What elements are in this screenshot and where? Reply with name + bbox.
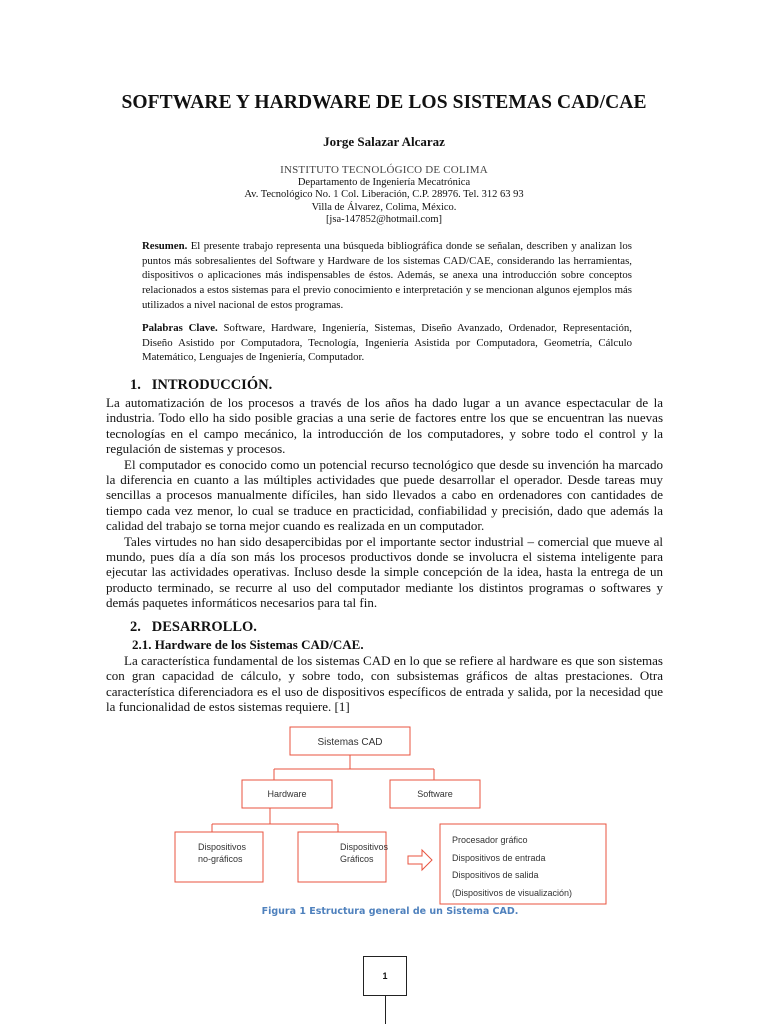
figure-caption: Figura 1 Estructura general de un Sistema CAD. <box>261 906 519 917</box>
section-heading-desarrollo: 2. DESARROLLO. <box>130 619 257 635</box>
paper-title: SOFTWARE Y HARDWARE DE LOS SISTEMAS CAD/CAE <box>121 92 647 113</box>
abstract-text: El presente trabajo representa una búsqueda bibliográfica donde se señalan, describen y analizan los puntos más sobresalientes del Software y Hardware de los sistemas CAD/CAE, considerando las herramientas, dispositivos o aplicaciones más indispensables de éstos. Además, se anexa una introducción sobre conceptos relacionados a estos sistemas para el previo conocimiento e interpretación y se mencionan algunos ejemplos más utilizados a nivel nacional de estos programas. <box>142 240 633 311</box>
intro-paragraph-2: El computador es conocido como un potencial recurso tecnológico que desde su invención ha marcado la diferencia en cuanto a las múltiples actividades que puede desarrollar el operador. Desde tareas muy sencillas a procesos manualmente difíciles, han sido llevados a cabo en ordenadores con cantidades de tiempo cada vez menor, lo cual se traduce en practicidad, confiabilidad y precisión, dado que además la calidad del trabajo se torna mejor cuando es realizada en un computador. <box>106 456 663 534</box>
author-email: [jsa-147852@hotmail.com] <box>325 214 443 226</box>
intro-paragraph-1: La automatización de los procesos a través de los años ha dado lugar a un avance espectacular de la industria. Todo ello ha sido posible gracias a una serie de factores entre los que se encuentran las nuevas tecnologías en el campo mecánico, la introducción de los computadores, y sobre todo el control y la regulación de sistemas y procesos. <box>106 395 663 457</box>
page-number: 1 <box>382 971 388 981</box>
subsection-heading-hardware: 2.1. Hardware de los Sistemas CAD/CAE. <box>132 637 364 652</box>
cad-structure-diagram <box>170 722 610 912</box>
abstract-paragraph <box>142 239 632 313</box>
desarrollo-paragraph-1: La característica fundamental de los sistemas CAD en lo que se refiere al hardware es que son sistemas con gran capacidad de cálculo, y sobre todo, con subsistemas gráficos de altas prestaciones. Otra característica diferenciadora es el uso de dispositivos específicos de entrada y salida, por la necesidad que la funcionalidad de estos sistemas requiere. [1] <box>106 653 663 715</box>
list-item-processor: Procesador gráfico <box>452 835 528 845</box>
graphic-label-1: Dispositivos <box>340 842 389 852</box>
list-item-input: Dispositivos de entrada <box>452 853 546 863</box>
introduction-body <box>106 395 663 611</box>
keywords-paragraph <box>142 321 632 365</box>
keywords-text: Software, Hardware, Ingeniería, Sistemas, Diseño Avanzado, Ordenador, Representación, Diseño Asistido por Computadora, Tecnología, Ingeniería Asistida por Computadora, Geometría, Cálculo Matemático, Lenguajes de Ingeniería, Computador. <box>142 322 632 364</box>
arrow-right-icon <box>408 850 432 870</box>
list-item-display: (Dispositivos de visualización) <box>452 888 573 898</box>
graphic-label-2: Gráficos <box>340 854 374 864</box>
software-label: Software <box>417 789 453 799</box>
institute-city: Villa de Álvarez, Colima, México. <box>311 201 457 213</box>
abstract-label: Resumen. <box>142 240 188 252</box>
page-number-line <box>385 996 386 1024</box>
list-item-output: Dispositivos de salida <box>452 870 539 880</box>
root-label: Sistemas CAD <box>317 737 383 748</box>
nongraphic-label-1: Dispositivos <box>198 842 247 852</box>
intro-paragraph-3: Tales virtudes no han sido desapercibidas por el importante sector industrial – comercial que mueve al mundo, pues día a día son más los procesos productivos donde se involucra el sistema inteligente para ejecutar las actividades operativas. Incluso desde la simple concepción de la idea, hasta la entrega de un producto terminado, se recurre al uso del computador mediante los distintos programas o softwares y demás paquetes informáticos necesarios para tal fin. <box>106 533 663 611</box>
section-heading-introduction: 1. INTRODUCCIÓN. <box>130 377 273 393</box>
affiliation-block <box>0 164 768 227</box>
desarrollo-body <box>106 653 663 715</box>
hardware-label: Hardware <box>267 789 307 799</box>
institute-name: INSTITUTO TECNOLÓGICO DE COLIMA <box>280 164 488 176</box>
department-name: Departamento de Ingeniería Mecatrónica <box>297 176 471 188</box>
author-name: Jorge Salazar Alcaraz <box>323 134 445 149</box>
page-number-box <box>363 956 407 996</box>
nongraphic-label-2: no-gráficos <box>198 854 243 864</box>
keywords-label: Palabras Clave. <box>142 322 218 334</box>
institute-address: Av. Tecnológico No. 1 Col. Liberación, C.P. 28976. Tel. 312 63 93 <box>244 189 524 201</box>
